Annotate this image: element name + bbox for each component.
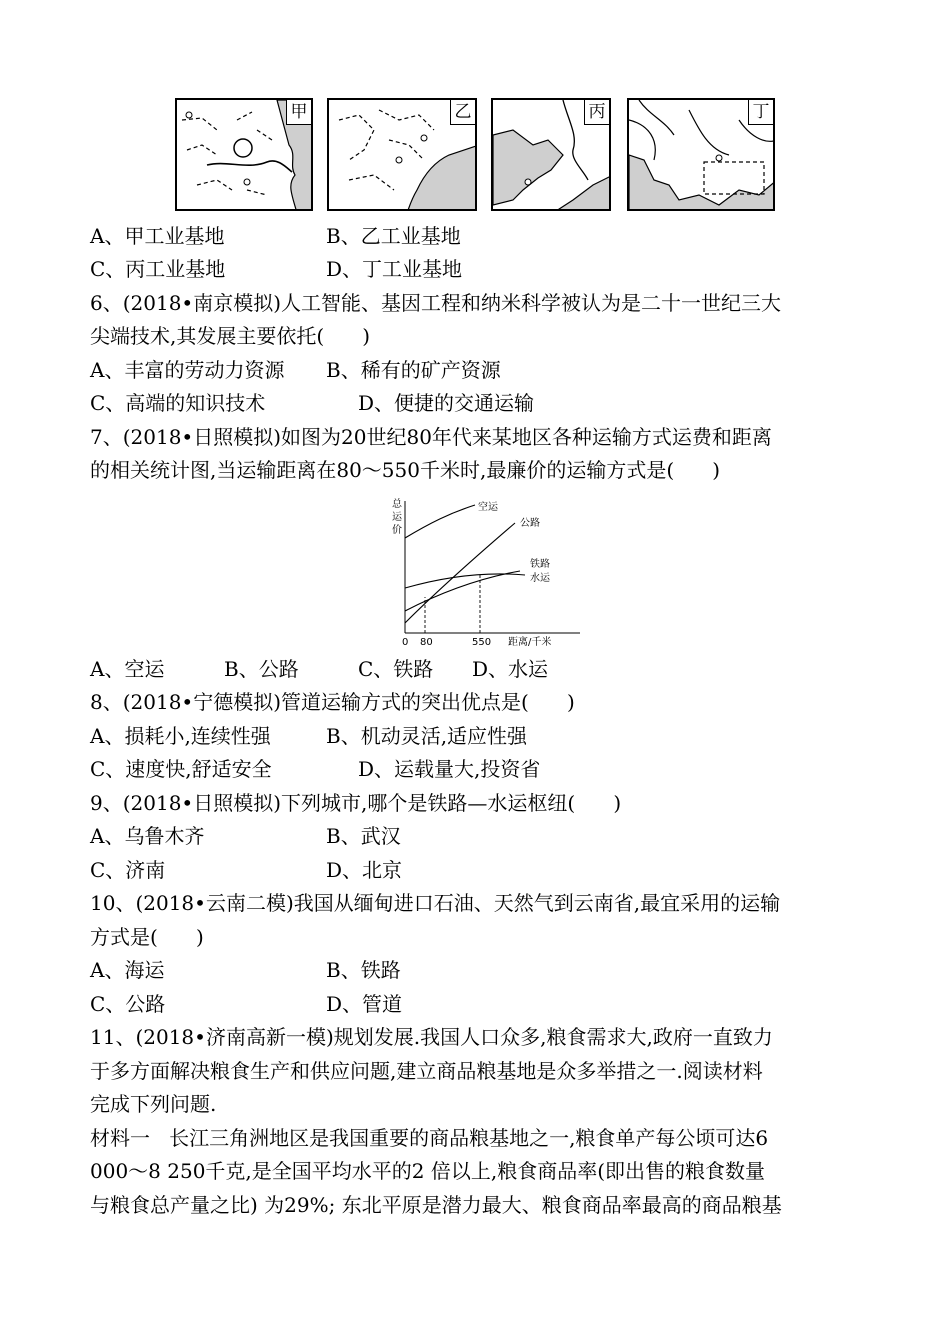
q10-option-d: D、管道 bbox=[326, 992, 403, 1016]
q9-option-d: D、北京 bbox=[326, 858, 403, 882]
map-jia bbox=[175, 98, 313, 211]
series-label-water: 水运 bbox=[530, 573, 550, 584]
map-label: 甲 bbox=[286, 100, 311, 125]
q9-option-b: B、武汉 bbox=[326, 824, 401, 848]
map-yi bbox=[327, 98, 477, 211]
q9-stem: 9、(2018•日照模拟)下列城市,哪个是铁路—水运枢纽( ) bbox=[90, 791, 622, 815]
q5-option-c: C、丙工业基地 bbox=[90, 257, 226, 281]
map-label: 乙 bbox=[450, 100, 475, 125]
x-axis-label: 距离/千米 bbox=[508, 637, 552, 648]
q10-option-c: C、公路 bbox=[90, 992, 166, 1016]
q6-option-a: A、丰富的劳动力资源 bbox=[90, 358, 285, 382]
q5-option-d: D、丁工业基地 bbox=[326, 257, 463, 281]
map-row bbox=[175, 98, 770, 213]
x-tick-550: 550 bbox=[472, 637, 492, 648]
q11-material-line1: 材料一 长江三角洲地区是我国重要的商品粮基地之一,粮食单产每公顷可达6 bbox=[90, 1126, 769, 1150]
q11-material-line2: 000～8 250千克,是全国平均水平的2 倍以上,粮食商品率(即出售的粮食数量 bbox=[90, 1159, 766, 1183]
q7-option-d: D、水运 bbox=[472, 657, 549, 681]
y-axis-label-1: 总 bbox=[392, 499, 402, 510]
series-line-water bbox=[405, 574, 525, 588]
q8-option-b: B、机动灵活,适应性强 bbox=[326, 724, 528, 748]
map-bing bbox=[491, 98, 611, 211]
series-line-air bbox=[405, 505, 475, 538]
q7-option-a: A、空运 bbox=[90, 657, 165, 681]
q5-option-b: B、乙工业基地 bbox=[326, 224, 461, 248]
q6-option-d: D、便捷的交通运输 bbox=[358, 391, 535, 415]
q8-option-d: D、运载量大,投资省 bbox=[358, 757, 541, 781]
q7-stem-line1: 7、(2018•日照模拟)如图为20世纪80年代来某地区各种运输方式运费和距离 bbox=[90, 425, 772, 449]
q6-option-b: B、稀有的矿产资源 bbox=[326, 358, 501, 382]
x-tick-0: 0 bbox=[402, 637, 409, 648]
transport-cost-chart bbox=[370, 493, 580, 648]
y-axis-label-2: 运 bbox=[392, 512, 402, 523]
series-label-road: 公路 bbox=[520, 518, 540, 529]
series-line-rail bbox=[405, 571, 520, 611]
q11-material-line3: 与粮食总产量之比) 为29%; 东北平原是潜力最大、粮食商品率最高的商品粮基 bbox=[90, 1193, 782, 1217]
q7-option-c: C、铁路 bbox=[358, 657, 434, 681]
q10-option-a: A、海运 bbox=[90, 958, 165, 982]
series-label-air: 空运 bbox=[478, 502, 498, 513]
q11-stem-line3: 完成下列问题. bbox=[90, 1092, 217, 1116]
q6-stem-line1: 6、(2018•南京模拟)人工智能、基因工程和纳米科学被认为是二十一世纪三大 bbox=[90, 291, 782, 315]
y-axis-label-3: 价 bbox=[392, 525, 402, 536]
q5-option-a: A、甲工业基地 bbox=[90, 224, 225, 248]
q8-option-a: A、损耗小,连续性强 bbox=[90, 724, 271, 748]
q9-option-a: A、乌鲁木齐 bbox=[90, 824, 205, 848]
series-label-rail: 铁路 bbox=[530, 559, 550, 570]
q8-option-c: C、速度快,舒适安全 bbox=[90, 757, 272, 781]
q8-stem: 8、(2018•宁德模拟)管道运输方式的突出优点是( ) bbox=[90, 690, 575, 714]
q10-option-b: B、铁路 bbox=[326, 958, 401, 982]
q10-stem-line1: 10、(2018•云南二模)我国从缅甸进口石油、天然气到云南省,最宜采用的运输 bbox=[90, 891, 781, 915]
q7-option-b: B、公路 bbox=[224, 657, 299, 681]
q6-option-c: C、高端的知识技术 bbox=[90, 391, 266, 415]
q11-stem-line2: 于多方面解决粮食生产和供应问题,建立商品粮基地是众多举措之一.阅读材料 bbox=[90, 1059, 763, 1083]
chart-svg bbox=[370, 493, 580, 648]
q10-stem-line2: 方式是( ) bbox=[90, 925, 204, 949]
map-ding bbox=[627, 98, 775, 211]
map-label: 丙 bbox=[584, 100, 609, 125]
q7-stem-line2: 的相关统计图,当运输距离在80～550千米时,最廉价的运输方式是( ) bbox=[90, 458, 721, 482]
q9-option-c: C、济南 bbox=[90, 858, 166, 882]
series-line-road bbox=[405, 523, 515, 623]
q6-stem-line2: 尖端技术,其发展主要依托( ) bbox=[90, 324, 371, 348]
x-tick-80: 80 bbox=[420, 637, 433, 648]
map-label: 丁 bbox=[748, 100, 773, 125]
q11-stem-line1: 11、(2018•济南高新一模)规划发展.我国人口众多,粮食需求大,政府一直致力 bbox=[90, 1025, 773, 1049]
